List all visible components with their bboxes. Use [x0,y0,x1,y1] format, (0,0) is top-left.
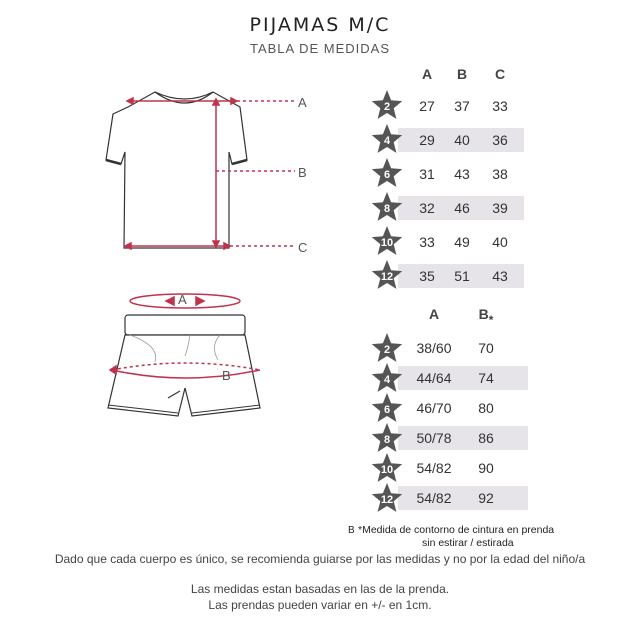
size-star-icon [370,88,404,122]
shorts-header-b-asterisk: * [488,313,494,327]
shorts-cell-b: 90 [478,460,494,476]
size-label: 6 [383,169,391,181]
shirt-cell-c: 43 [492,268,508,284]
shorts-illustration [100,288,270,430]
shirt-header-a: A [421,66,433,82]
size-label: 6 [383,404,391,416]
page-title: PIJAMAS M/C [249,14,391,36]
shorts-header-b [466,306,506,327]
shirt-cell-b: 43 [454,166,470,182]
shorts-header-a: A [428,306,440,322]
shorts-cell-b: 70 [478,340,494,356]
size-star-icon [370,258,404,292]
size-star-icon [370,361,404,395]
size-star-icon [370,331,404,365]
footer-line-2: Las medidas estan basadas en las de la prenda. [190,582,450,596]
size-star-icon [370,391,404,425]
shirt-cell-a: 32 [419,200,435,216]
size-star-icon [370,224,404,258]
size-label: 10 [380,237,394,249]
shirt-cell-c: 36 [492,132,508,148]
size-label: 10 [380,464,394,476]
shorts-cell-b: 92 [478,490,494,506]
shirt-cell-a: 35 [419,268,435,284]
note-line-2: sin estirar / estirada [422,537,514,549]
shirt-header-b: B [456,66,468,82]
size-label: 12 [380,494,394,506]
size-label: 2 [383,101,391,113]
size-label: 2 [383,344,391,356]
shorts-cell-a: 54/82 [416,490,452,506]
shorts-cell-b: 80 [478,400,494,416]
size-label: 4 [383,374,391,386]
size-label: 12 [380,271,394,283]
size-star-icon [370,122,404,156]
shirt-cell-b: 49 [454,234,470,250]
shirt-cell-c: 39 [492,200,508,216]
shirt-cell-c: 40 [492,234,508,250]
shirt-cell-b: 37 [454,98,470,114]
shirt-cell-c: 33 [492,98,508,114]
shorts-cell-b: 86 [478,430,494,446]
page-subtitle: TABLA DE MEDIDAS [249,41,390,56]
size-star-icon [370,421,404,455]
shorts-label-a: A [178,292,187,307]
size-label: 8 [383,434,391,446]
shirt-header-c: C [494,66,506,82]
footer-line-3: Las prendas pueden variar en +/- en 1cm. [208,598,432,612]
shirt-cell-a: 31 [419,166,435,182]
shorts-cell-b: 74 [478,370,494,386]
shorts-cell-a: 44/64 [416,370,452,386]
shirt-illustration [95,80,325,270]
shorts-cell-a: 46/70 [416,400,452,416]
shorts-label-b: B [222,368,231,383]
shorts-cell-a: 50/78 [416,430,452,446]
size-star-icon [370,481,404,515]
size-star-icon [370,451,404,485]
shorts-cell-a: 38/60 [416,340,452,356]
shirt-cell-a: 29 [419,132,435,148]
note-line-1: *Medida de contorno de cintura en prenda [358,524,555,536]
size-label: 4 [383,135,391,147]
shirt-cell-a: 33 [419,234,435,250]
shirt-cell-c: 38 [492,166,508,182]
shorts-header-b-letter: B [478,306,489,322]
size-star-icon [370,190,404,224]
footer-line-1: Dado que cada cuerpo es único, se recomienda guiarse por las medidas y no por la edad del niño/a [54,552,586,566]
shirt-label-a: A [298,95,307,110]
shorts-cell-a: 54/82 [416,460,452,476]
shirt-cell-b: 46 [454,200,470,216]
size-label: 8 [383,203,391,215]
shirt-cell-b: 40 [454,132,470,148]
size-star-icon [370,156,404,190]
shirt-cell-a: 27 [419,98,435,114]
shirt-label-b: B [298,165,307,180]
shirt-cell-b: 51 [454,268,470,284]
shirt-label-c: C [298,240,308,255]
note-prefix: B [348,525,355,536]
